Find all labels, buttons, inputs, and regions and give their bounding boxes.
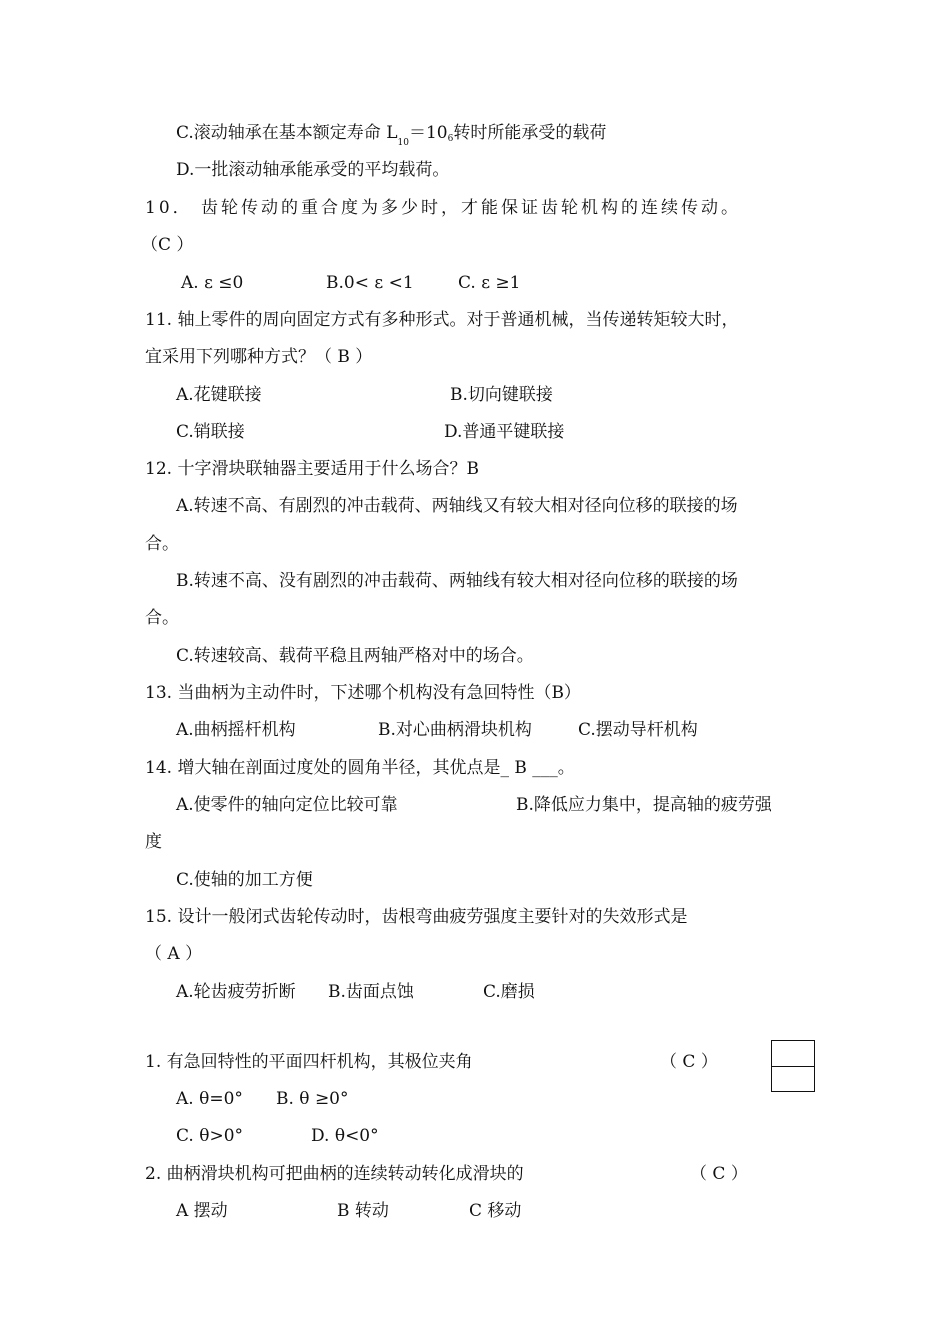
q14-option-a: A.使零件的轴向定位比较可靠 (176, 795, 398, 815)
q9-option-c-prefix: C.滚动轴承在基本额定寿命 L (176, 123, 398, 143)
q9-option-c (176, 122, 606, 147)
s2-option-c: C 移动 (469, 1201, 522, 1221)
s2-stem: 2. 曲柄滑块机构可把曲柄的连续转动转化成滑块的 (145, 1164, 524, 1184)
q14-stem: 14. 增大轴在剖面过度处的圆角半径，其优点是_ B ___。 (145, 758, 575, 778)
s1-option-a: A. θ=0° (176, 1089, 243, 1109)
q14-option-b-line2: 度 (145, 832, 162, 852)
score-box-divider (772, 1066, 814, 1067)
q15-stem: 15. 设计一般闭式齿轮传动时，齿根弯曲疲劳强度主要针对的失效形式是 (145, 907, 688, 927)
q10-option-c: C. ε ≥1 (458, 273, 521, 293)
q10-option-b: B.0< ε <1 (326, 273, 414, 293)
q11-option-b: B.切向键联接 (450, 385, 553, 405)
q11-stem-line1: 11. 轴上零件的周向固定方式有多种形式。对于普通机械，当传递转矩较大时， (145, 310, 739, 330)
q11-stem-line2: 宜采用下列哪种方式？（ B ） (145, 347, 373, 367)
q13-option-c: C.摆动导杆机构 (578, 720, 698, 740)
q13-option-a: A.曲柄摇杆机构 (176, 720, 296, 740)
q9-option-d: D.一批滚动轴承能承受的平均载荷。 (176, 160, 450, 180)
q15-answer: （ A ） (145, 944, 203, 964)
s1-option-c: C. θ>0° (176, 1126, 244, 1146)
q11-option-a: A.花键联接 (176, 385, 262, 405)
q13-option-b: B.对心曲柄滑块机构 (378, 720, 532, 740)
s1-option-b: B. θ ≥0° (276, 1089, 349, 1109)
q15-option-a: A.轮齿疲劳折断 (176, 982, 296, 1002)
q15-option-c: C.磨损 (483, 982, 535, 1002)
q9-subscript: 10 (397, 138, 409, 148)
s2-option-b: B 转动 (337, 1201, 389, 1221)
s2-answer: （ C ） (690, 1164, 748, 1184)
q10-answer: （C ） (141, 235, 194, 255)
q15-option-b: B.齿面点蚀 (328, 982, 414, 1002)
s1-stem: 1. 有急回特性的平面四杆机构，其极位夹角 (145, 1052, 473, 1072)
q12-stem: 12. 十字滑块联轴器主要适用于什么场合？B (145, 459, 479, 479)
q11-option-c: C.销联接 (176, 422, 245, 442)
q9-option-c-eq: ＝10 (408, 123, 448, 143)
q10-stem: 10． 齿轮传动的重合度为多少时，才能保证齿轮机构的连续传动。 (145, 198, 742, 218)
q14-option-c: C.使轴的加工方便 (176, 870, 313, 890)
s2-option-a: A 摆动 (176, 1201, 228, 1221)
q9-exponent: 6 (447, 134, 454, 144)
q10-option-a: A. ε ≤0 (181, 273, 244, 293)
q12-option-a-line2: 合。 (145, 534, 179, 554)
q14-option-b-line1: B.降低应力集中，提高轴的疲劳强 (516, 795, 772, 815)
q11-option-d: D.普通平键联接 (444, 422, 565, 442)
q12-option-c: C.转速较高、载荷平稳且两轴严格对中的场合。 (176, 646, 534, 666)
score-box (771, 1040, 815, 1092)
q12-option-b-line1: B.转速不高、没有剧烈的冲击载荷、两轴线有较大相对径向位移的联接的场 (176, 571, 738, 591)
q12-option-b-line2: 合。 (145, 608, 179, 628)
q13-stem: 13. 当曲柄为主动件时，下述哪个机构没有急回特性（B） (145, 683, 581, 703)
q12-option-a-line1: A.转速不高、有剧烈的冲击载荷、两轴线又有较大相对径向位移的联接的场 (176, 496, 738, 516)
s1-option-d: D. θ<0° (311, 1126, 379, 1146)
q9-option-c-suffix: 转时所能承受的载荷 (453, 123, 607, 143)
s1-answer: （ C ） (660, 1052, 718, 1072)
